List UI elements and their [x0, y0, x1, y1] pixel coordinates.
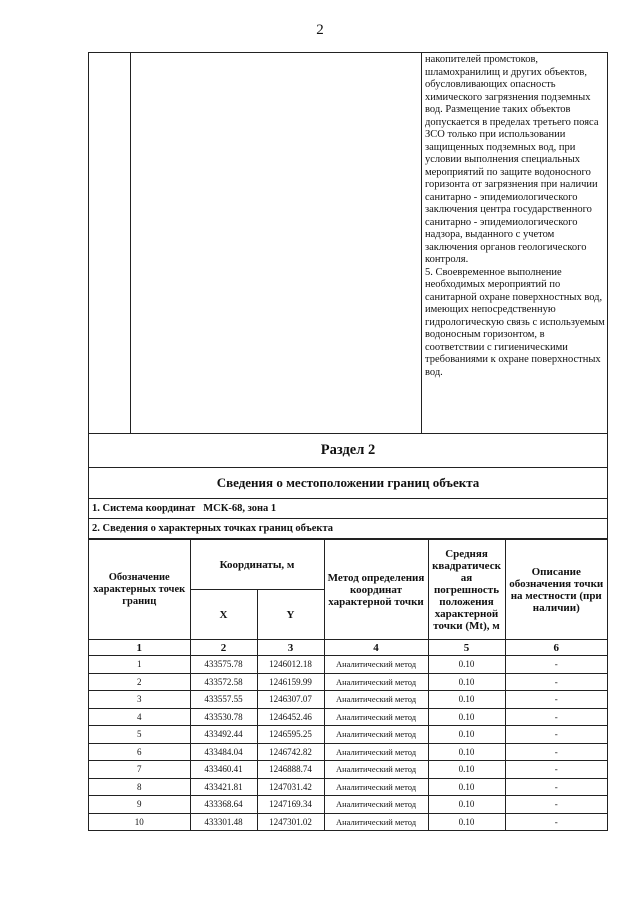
x-coordinate-cell: 433368.64	[190, 796, 257, 814]
method-cell: Аналитический метод	[324, 761, 428, 779]
column-number: 6	[505, 640, 607, 656]
method-cell: Аналитический метод	[324, 778, 428, 796]
column-number: 3	[257, 640, 324, 656]
method-cell: Аналитический метод	[324, 796, 428, 814]
y-coordinate-cell: 1247169.34	[257, 796, 324, 814]
y-coordinate-cell: 1246742.82	[257, 743, 324, 761]
y-coordinate-cell: 1247301.02	[257, 813, 324, 830]
description-cell: -	[505, 656, 607, 674]
table-row	[89, 778, 607, 796]
method-cell: Аналитический метод	[324, 673, 428, 691]
description-cell: -	[505, 813, 607, 830]
y-coordinate-cell: 1246888.74	[257, 761, 324, 779]
accuracy-cell: 0.10	[428, 813, 505, 830]
point-number-cell: 2	[89, 673, 190, 691]
accuracy-cell: 0.10	[428, 656, 505, 674]
method-cell: Аналитический метод	[324, 708, 428, 726]
restrictions-text-cell	[422, 53, 607, 433]
point-number-cell: 6	[89, 743, 190, 761]
empty-cell-name	[131, 53, 422, 433]
description-cell: -	[505, 796, 607, 814]
x-coordinate-cell: 433421.81	[190, 778, 257, 796]
table-row	[89, 656, 607, 674]
y-coordinate-cell: 1246307.07	[257, 691, 324, 709]
y-coordinate-cell: 1246159.99	[257, 673, 324, 691]
method-cell: Аналитический метод	[324, 743, 428, 761]
x-coordinate-cell: 433492.44	[190, 726, 257, 744]
accuracy-cell: 0.10	[428, 726, 505, 744]
accuracy-cell: 0.10	[428, 761, 505, 779]
table-body	[89, 656, 607, 831]
table-row	[89, 708, 607, 726]
coordinate-system-value: МСК-68, зона 1	[203, 503, 277, 514]
boundary-points-table	[89, 539, 607, 830]
coordinate-system-line	[89, 499, 607, 519]
header-y: Y	[257, 590, 324, 640]
table-row	[89, 726, 607, 744]
description-cell: -	[505, 673, 607, 691]
header-description: Описание обозначения точки на местности (при наличии)	[505, 540, 607, 640]
point-number-cell: 7	[89, 761, 190, 779]
description-cell: -	[505, 778, 607, 796]
x-coordinate-cell: 433572.58	[190, 673, 257, 691]
point-number-cell: 9	[89, 796, 190, 814]
accuracy-cell: 0.10	[428, 691, 505, 709]
accuracy-cell: 0.10	[428, 673, 505, 691]
x-coordinate-cell: 433557.55	[190, 691, 257, 709]
table-row	[89, 673, 607, 691]
x-coordinate-cell: 433575.78	[190, 656, 257, 674]
description-cell: -	[505, 761, 607, 779]
point-number-cell: 4	[89, 708, 190, 726]
header-coordinates: Координаты, м	[190, 540, 324, 590]
description-cell: -	[505, 743, 607, 761]
restrictions-paragraph: накопителей промстоков, шламохранилищ и других объектов, обусловливающих опасность химического загрязнения подземных вод. Размещение таких объектов допускается в пределах третьего пояса ЗСО только при использовании защищенных подземных вод, при условии выполнения специальных мероприятий по защите водоносного горизонта от загрязнения при наличии санитарно - эпидемиологического заключения центра государственного санитарно - эпидемиологического надзора, выданного с учетом заключения органов геологического контроля.	[425, 54, 599, 265]
x-coordinate-cell: 433460.41	[190, 761, 257, 779]
method-cell: Аналитический метод	[324, 656, 428, 674]
header-designation: Обозначение характерных точек границ	[89, 540, 190, 640]
description-cell: -	[505, 691, 607, 709]
point-number-cell: 3	[89, 691, 190, 709]
accuracy-cell: 0.10	[428, 708, 505, 726]
method-cell: Аналитический метод	[324, 813, 428, 830]
points-heading: 2. Сведения о характерных точках границ объекта	[89, 519, 607, 539]
continued-table-row	[89, 53, 607, 434]
point-number-cell: 1	[89, 656, 190, 674]
y-coordinate-cell: 1246452.46	[257, 708, 324, 726]
accuracy-cell: 0.10	[428, 778, 505, 796]
table-row	[89, 761, 607, 779]
column-number: 2	[190, 640, 257, 656]
point-number-cell: 10	[89, 813, 190, 830]
document-frame	[88, 52, 608, 831]
coordinate-system-label: 1. Система координат	[92, 503, 196, 514]
column-number-row	[89, 640, 607, 656]
point-number-cell: 5	[89, 726, 190, 744]
x-coordinate-cell: 433484.04	[190, 743, 257, 761]
header-method: Метод определения координат характерной точки	[324, 540, 428, 640]
table-row	[89, 813, 607, 830]
header-accuracy: Средняя квадратическ ая погрешность положения характерной точки (Mt), м	[428, 540, 505, 640]
description-cell: -	[505, 708, 607, 726]
empty-cell-number	[89, 53, 131, 433]
point-number-cell: 8	[89, 778, 190, 796]
accuracy-cell: 0.10	[428, 796, 505, 814]
column-number: 4	[324, 640, 428, 656]
section-title: Раздел 2	[89, 434, 607, 468]
accuracy-cell: 0.10	[428, 743, 505, 761]
section-subtitle: Сведения о местоположении границ объекта	[89, 468, 607, 499]
method-cell: Аналитический метод	[324, 691, 428, 709]
x-coordinate-cell: 433530.78	[190, 708, 257, 726]
y-coordinate-cell: 1246595.25	[257, 726, 324, 744]
column-number: 1	[89, 640, 190, 656]
table-row	[89, 796, 607, 814]
page-number: 2	[316, 22, 324, 38]
y-coordinate-cell: 1246012.18	[257, 656, 324, 674]
restrictions-paragraph: 5. Своевременное выполнение необходимых мероприятий по санитарной охране поверхностных вод, имеющих непосредственную гидрологическую связь с используемым водоносным горизонтом, в соответствии с гигиеническими требованиями к охране поверхностных вод.	[425, 266, 605, 378]
table-row	[89, 743, 607, 761]
header-x: X	[190, 590, 257, 640]
column-number: 5	[428, 640, 505, 656]
table-row	[89, 691, 607, 709]
description-cell: -	[505, 726, 607, 744]
x-coordinate-cell: 433301.48	[190, 813, 257, 830]
y-coordinate-cell: 1247031.42	[257, 778, 324, 796]
method-cell: Аналитический метод	[324, 726, 428, 744]
